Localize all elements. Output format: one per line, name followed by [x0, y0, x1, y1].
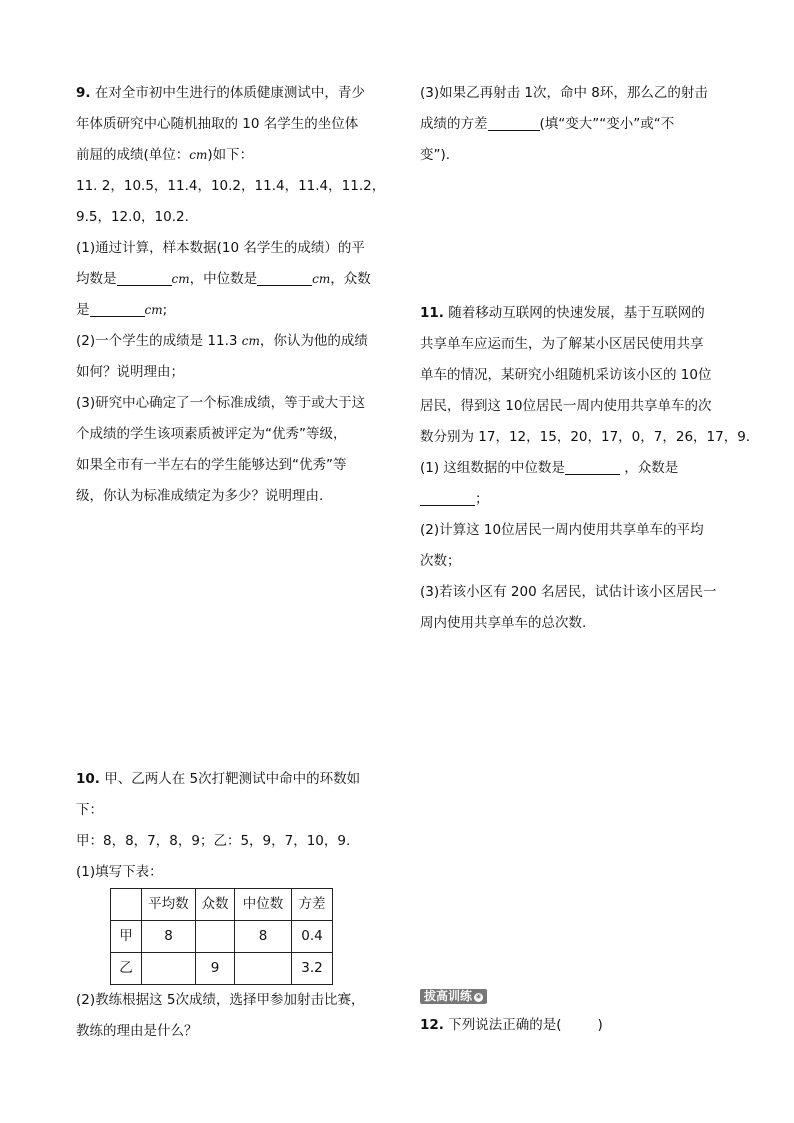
data-list: 数分别为 17，12，15，20，17，0，7，26，17，9. — [420, 429, 751, 445]
part-1-text: (1) 这组数据的中位数是 — [420, 460, 565, 476]
part-3-text: (3)研究中心确定了一个标准成绩，等于或大于这 — [76, 395, 366, 411]
question-number: 12. — [420, 1017, 444, 1033]
section-badge — [420, 989, 487, 1004]
table-cell[interactable] — [196, 921, 235, 953]
question-number: 11. — [420, 305, 444, 321]
question-text: 年体质研究中心随机抽取的 10 名学生的坐位体 — [76, 116, 359, 132]
table-header-cell — [111, 889, 142, 921]
question-text: 甲、乙两人在 5次打靶测试中命中的环数如 — [104, 771, 361, 787]
table-header-cell: 中位数 — [235, 889, 292, 921]
table-cell: 9 — [196, 953, 235, 985]
table-cell: 3.2 — [292, 953, 333, 985]
question-10 — [76, 764, 388, 1047]
question-10-part-3 — [420, 78, 732, 171]
section-badge-label: 拔高训练 — [424, 989, 473, 1003]
question-text: 下： — [76, 802, 103, 818]
question-text: 前屈的成绩(单位： — [76, 147, 190, 163]
part-3-text: 如果全市有一半左右的学生能够达到“优秀”等 — [76, 457, 347, 473]
table-row — [111, 921, 333, 953]
part-3-text: (填“变大”“变小”或“不 — [539, 116, 675, 132]
circled-number-icon: ④ — [475, 993, 482, 1001]
table-header-cell: 平均数 — [142, 889, 196, 921]
question-text: 居民，得到这 10位居民一周内使用共享单车的次 — [420, 398, 712, 414]
question-text: 在对全市初中生进行的体质健康测试中，青少 — [94, 85, 365, 101]
part-2-text: (2)教练根据这 5次成绩，选择甲参加射击比赛， — [76, 992, 365, 1008]
part-2-text: ，你认为他的成绩 — [259, 333, 368, 349]
table-cell: 0.4 — [292, 921, 333, 953]
part-2-text: (2)一个学生的成绩是 11.3 — [76, 333, 242, 349]
question-text: ) — [597, 1017, 603, 1033]
part-1-text: ; — [162, 302, 168, 318]
table-header-row — [111, 889, 333, 921]
part-2-text: (2)计算这 10位居民一周内使用共享单车的平均 — [420, 522, 704, 538]
part-1-text: (1)通过计算，样本数据(10 名学生的成绩）的平 — [76, 240, 365, 256]
unit-label: cm — [189, 148, 208, 162]
question-text: )如下： — [207, 147, 254, 163]
part-1-text: ，众数 — [330, 271, 371, 287]
question-text: 随着移动互联网的快速发展，基于互联网的 — [448, 305, 705, 321]
table-cell: 甲 — [111, 921, 142, 953]
unit-label: cm — [171, 272, 190, 286]
part-3-text: 周内使用共享单车的总次数. — [420, 615, 587, 631]
table-header-cell: 众数 — [196, 889, 235, 921]
part-3-text: 变”). — [420, 147, 451, 163]
part-3-text: 级，你认为标准成绩定为多少？说明理由. — [76, 488, 324, 504]
question-number: 9. — [76, 85, 91, 101]
question-11 — [420, 298, 751, 639]
data-list: 9.5，12.0，10.2. — [76, 209, 189, 225]
part-3-text: (3)若该小区有 200 名居民，试估计该小区居民一 — [420, 584, 717, 600]
score-table — [110, 888, 333, 985]
question-text: 下列说法正确的是( — [448, 1017, 562, 1033]
question-text: 单车的情况，某研究小组随机采访该小区的 10位 — [420, 367, 712, 383]
answer-blank-median[interactable] — [257, 271, 312, 286]
part-3-text: (3)如果乙再射击 1次，命中 8环，那么乙的射击 — [420, 85, 708, 101]
answer-blank-mean[interactable] — [117, 271, 172, 286]
table-cell: 8 — [235, 921, 292, 953]
section-advanced — [420, 982, 732, 1041]
question-9 — [76, 78, 388, 512]
part-2-text: 如何？说明理由； — [76, 364, 184, 380]
part-3-text: 个成绩的学生该项素质被评定为“优秀”等级， — [76, 426, 347, 442]
part-2-text: 次数； — [420, 553, 461, 569]
table-cell: 乙 — [111, 953, 142, 985]
table-cell[interactable] — [142, 953, 196, 985]
table-cell: 8 — [142, 921, 196, 953]
table-cell[interactable] — [235, 953, 292, 985]
part-1-text: ； — [475, 491, 489, 507]
table-header-cell: 方差 — [292, 889, 333, 921]
answer-blank-variance[interactable] — [488, 116, 540, 131]
data-list: 11. 2，10.5，11.4，10.2，11.4，11.4，11.2， — [76, 178, 386, 194]
part-2-text: 教练的理由是什么？ — [76, 1023, 198, 1039]
part-3-text: 成绩的方差 — [420, 116, 488, 132]
answer-blank-median[interactable] — [565, 460, 620, 475]
question-text: 共享单车应运而生，为了解某小区居民使用共享 — [420, 336, 704, 352]
unit-label: cm — [312, 272, 331, 286]
question-number: 10. — [76, 771, 100, 787]
unit-label: cm — [144, 303, 163, 317]
part-1-text: (1)填写下表： — [76, 864, 163, 880]
part-1-text: ，众数是 — [624, 460, 679, 476]
answer-blank-mode[interactable] — [420, 491, 475, 506]
part-1-text: 均数是 — [76, 271, 117, 287]
part-1-text: ，中位数是 — [189, 271, 258, 287]
data-list: 甲：8，8，7，8，9；乙：5，9，7，10，9. — [76, 833, 351, 849]
unit-label: cm — [241, 334, 260, 348]
answer-blank-mode[interactable] — [90, 302, 145, 317]
table-row — [111, 953, 333, 985]
part-1-text: 是 — [76, 302, 90, 318]
